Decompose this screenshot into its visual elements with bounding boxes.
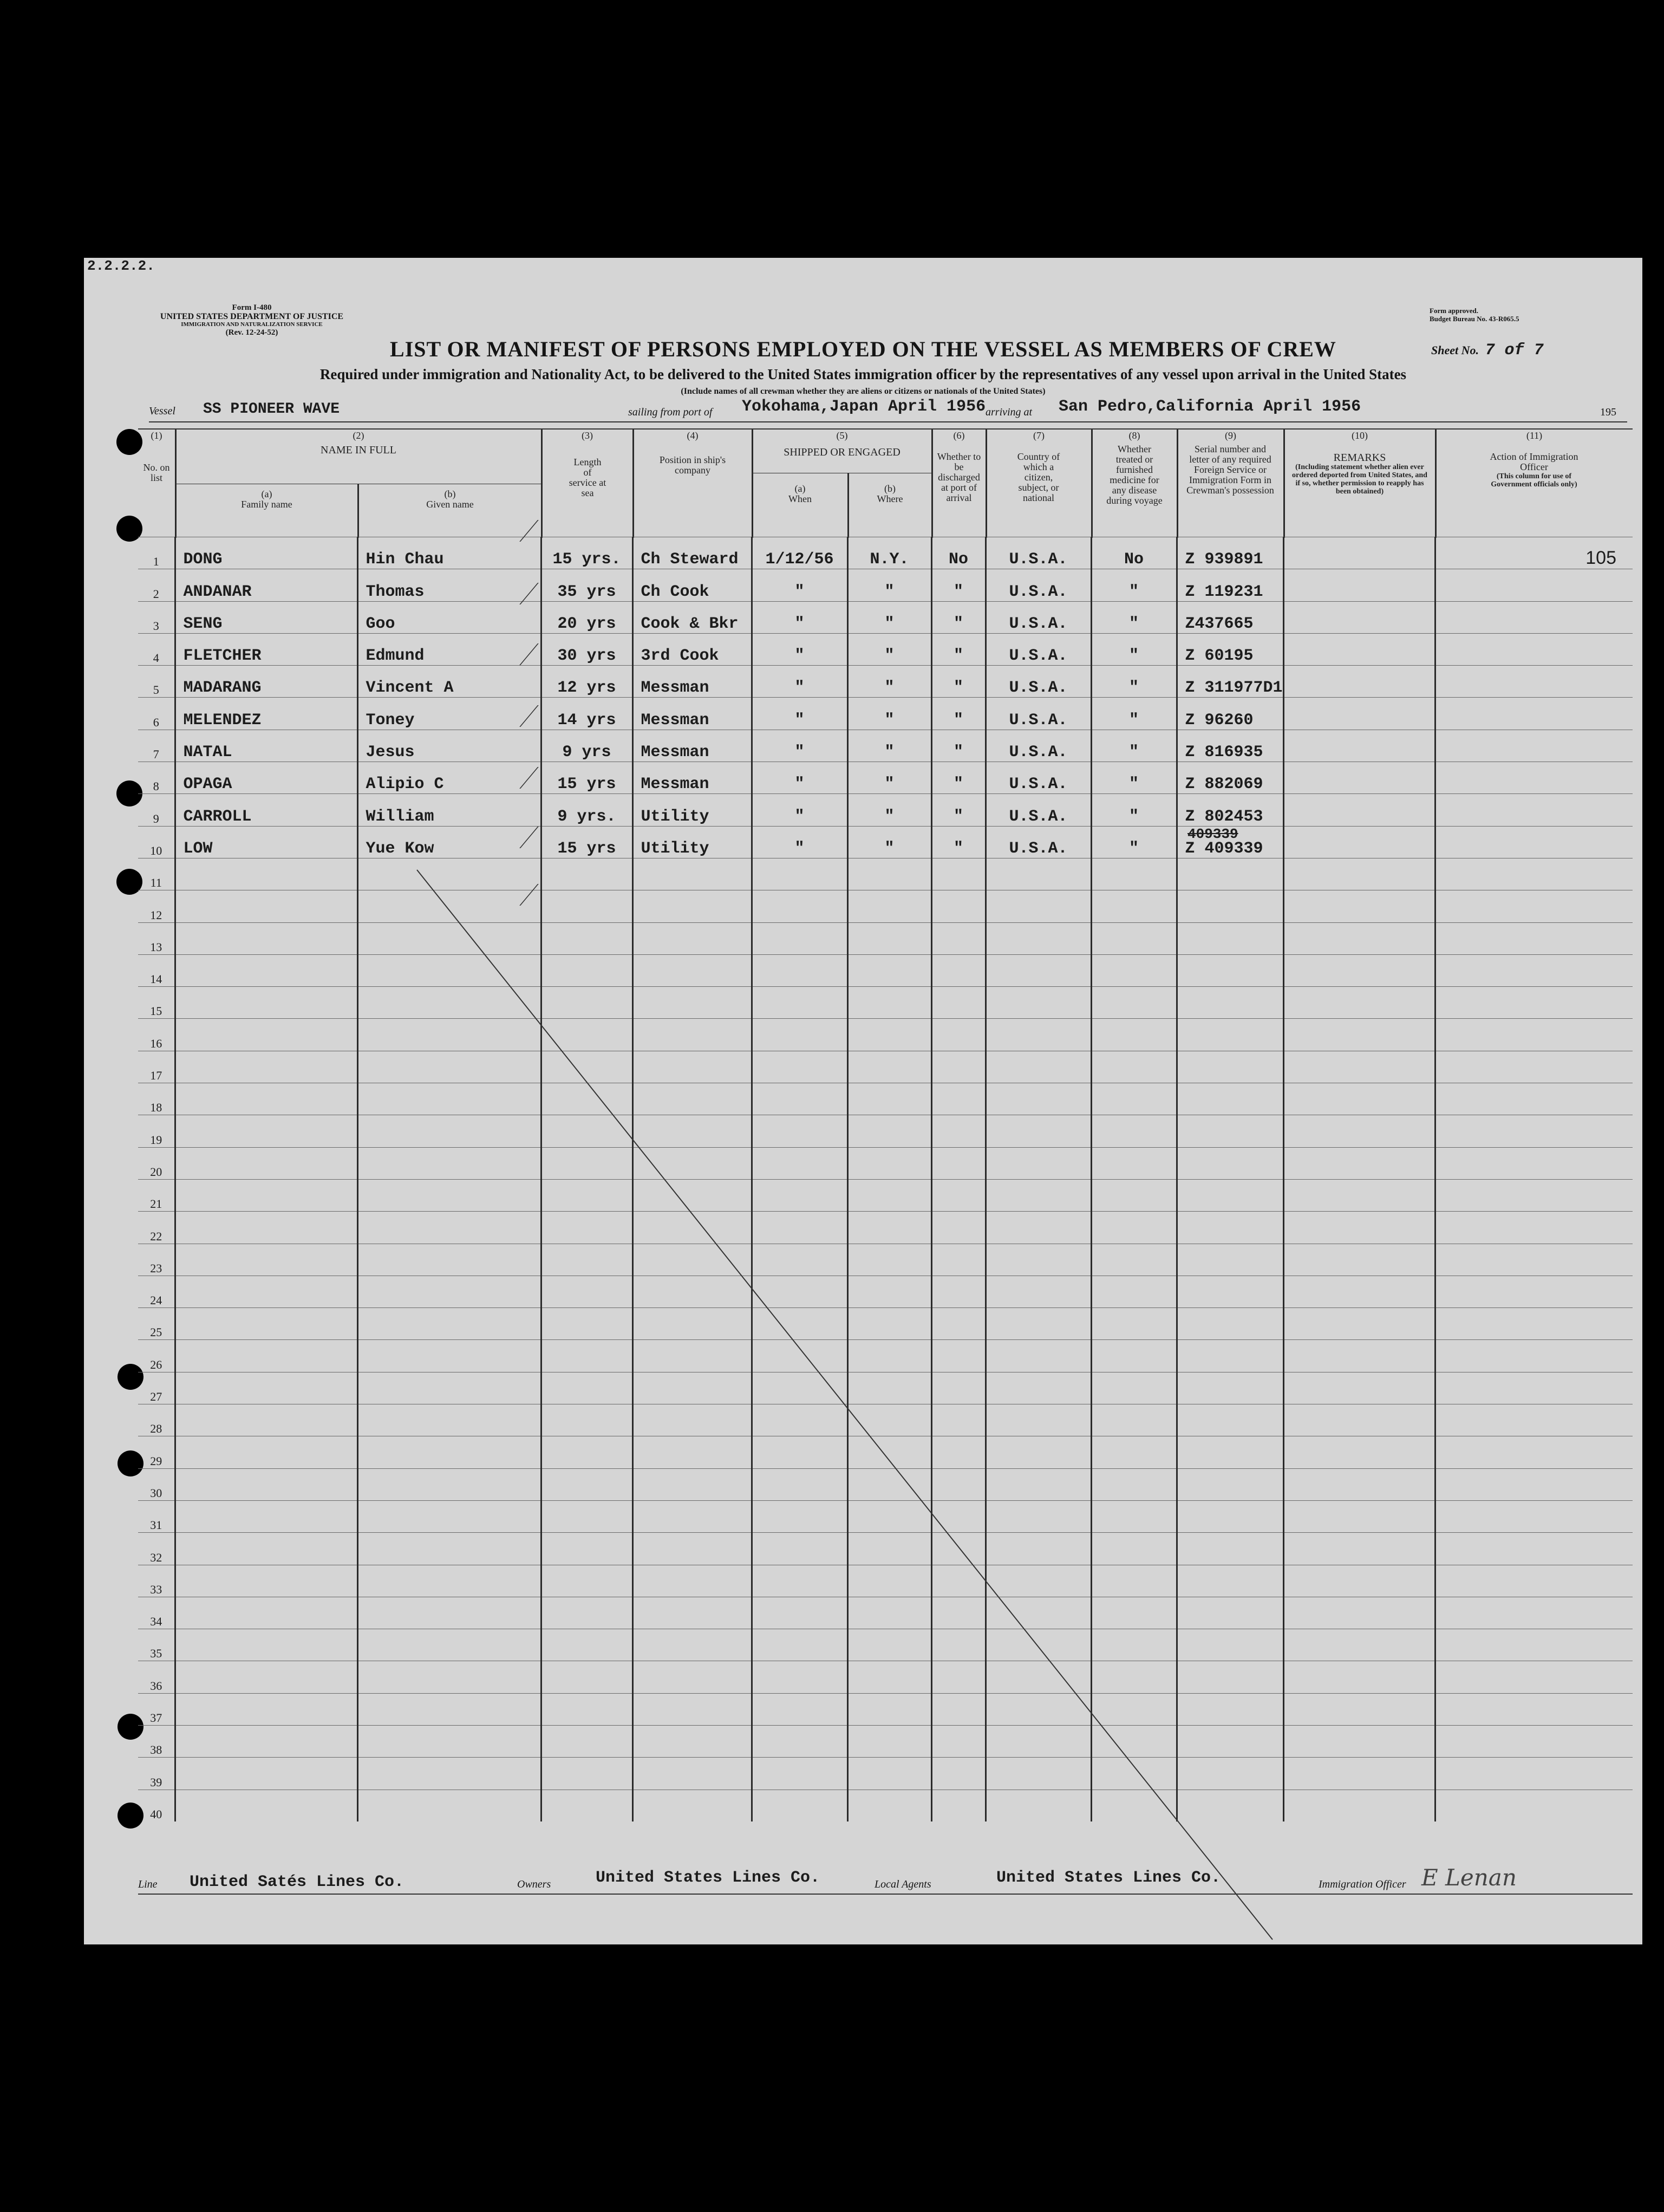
discharged: No [931, 537, 986, 569]
row-number: 38 [138, 1725, 175, 1757]
medicine: No [1091, 537, 1177, 569]
serial-number: Z 882069 [1177, 762, 1283, 794]
row-number: 8 [138, 762, 175, 794]
service-length: 35 yrs [541, 569, 632, 601]
col10-number: (10) [1352, 430, 1368, 441]
col2-number: (2) [353, 430, 364, 441]
col8-heading: Whether treated or furnished medicine for any disease during voyage [1106, 444, 1163, 506]
row-number: 28 [138, 1404, 175, 1436]
shipped-where: " [847, 601, 931, 633]
serial-number: Z 802453 [1177, 794, 1283, 826]
vessel-name: SS PIONEER WAVE [203, 401, 340, 418]
agents-company: United States Lines Co. [996, 1869, 1221, 1887]
row-number: 9 [138, 794, 175, 826]
owners-company: United States Lines Co. [596, 1869, 820, 1887]
country: U.S.A. [986, 698, 1091, 730]
family-name: NATAL [175, 730, 357, 762]
serial-number: Z 409339 [1177, 826, 1283, 858]
family-name: LOW [175, 826, 357, 858]
position: Messman [632, 730, 752, 762]
given-name: Yue Kow [357, 826, 541, 858]
shipped-when: " [752, 826, 847, 858]
officer-signature: E Lenan [1421, 1864, 1517, 1891]
given-name: Goo [357, 601, 541, 633]
country: U.S.A. [986, 826, 1091, 858]
col7-heading: Country of which a citizen, subject, or national [1017, 451, 1060, 503]
row-number: 10 [138, 826, 175, 858]
given-name: Edmund [357, 633, 541, 665]
row-number: 3 [138, 601, 175, 633]
row-number: 40 [138, 1790, 175, 1821]
country: U.S.A. [986, 666, 1091, 698]
family-name: ANDANAR [175, 569, 357, 601]
country: U.S.A. [986, 762, 1091, 794]
col11-heading: Action of Immigration Officer [1490, 451, 1578, 472]
col10-note: (Including statement whether alien ever ordered deported from United States, and if so, whether permission to reapply has been obtained) [1292, 463, 1427, 496]
discharged: " [931, 762, 986, 794]
col2-heading: NAME IN FULL [321, 444, 396, 456]
position: Utility [632, 826, 752, 858]
shipped-where: " [847, 730, 931, 762]
sheet-label: Sheet No. [1431, 343, 1479, 357]
row-number: 29 [138, 1436, 175, 1468]
medicine: " [1091, 666, 1177, 698]
col2a-heading: Family name [241, 499, 292, 510]
col11-note: (This column for use of Government officials only) [1491, 472, 1577, 489]
shipped-where: N.Y. [847, 537, 931, 569]
shipped-when: " [752, 730, 847, 762]
shipped-where: " [847, 826, 931, 858]
given-name: Jesus [357, 730, 541, 762]
row-number: 34 [138, 1597, 175, 1629]
serial-number: Z 311977D1 [1177, 666, 1283, 698]
row-number: 35 [138, 1629, 175, 1661]
shipped-when: " [752, 633, 847, 665]
shipped-when: " [752, 762, 847, 794]
shipped-when: " [752, 569, 847, 601]
row-number: 25 [138, 1308, 175, 1340]
family-name: CARROLL [175, 794, 357, 826]
revision-date: (Rev. 12-24-52) [225, 328, 278, 337]
col1-number: (1) [151, 430, 162, 441]
service-length: 9 yrs [541, 730, 632, 762]
row-number: 14 [138, 954, 175, 986]
shipped-where: " [847, 666, 931, 698]
col9-number: (9) [1225, 430, 1236, 441]
line-company: United Satés Lines Co. [190, 1873, 404, 1891]
row-number: 6 [138, 698, 175, 730]
row-number: 31 [138, 1500, 175, 1532]
row-number: 19 [138, 1115, 175, 1147]
medicine: " [1091, 730, 1177, 762]
form-title: LIST OR MANIFEST OF PERSONS EMPLOYED ON THE VESSEL AS MEMBERS OF CREW [390, 337, 1336, 361]
line-label: Line [138, 1878, 158, 1890]
family-name: FLETCHER [175, 633, 357, 665]
service-length: 12 yrs [541, 666, 632, 698]
struck-serial: 409339 [1187, 826, 1238, 842]
department-name: UNITED STATES DEPARTMENT OF JUSTICE [160, 312, 344, 321]
shipped-when: " [752, 794, 847, 826]
medicine: " [1091, 762, 1177, 794]
given-name: Toney [357, 698, 541, 730]
top-mark: 2.2.2.2. [87, 258, 155, 274]
row-number: 2 [138, 569, 175, 601]
service-name: IMMIGRATION AND NATURALIZATION SERVICE [181, 321, 323, 328]
service-length: 15 yrs. [541, 537, 632, 569]
given-name: William [357, 794, 541, 826]
col10-heading: REMARKS [1333, 452, 1386, 464]
row-number: 36 [138, 1661, 175, 1693]
medicine: " [1091, 698, 1177, 730]
col11-number: (11) [1526, 430, 1543, 441]
year-label: 195 [1600, 406, 1616, 418]
arriving-label: arriving at [986, 406, 1033, 418]
row-number: 5 [138, 666, 175, 698]
given-name: Alipio C [357, 762, 541, 794]
row-number: 13 [138, 922, 175, 954]
medicine: " [1091, 569, 1177, 601]
shipped-when: " [752, 666, 847, 698]
col3-heading: Length of service at sea [569, 457, 606, 498]
discharged: " [931, 698, 986, 730]
row-number: 1 [138, 537, 175, 569]
serial-number: Z437665 [1177, 601, 1283, 633]
col5-number: (5) [836, 430, 848, 441]
given-name: Thomas [357, 569, 541, 601]
medicine: " [1091, 826, 1177, 858]
row-number: 7 [138, 730, 175, 762]
col5a-heading: When [788, 493, 812, 504]
row-number: 33 [138, 1565, 175, 1597]
officer-action: 105 [1435, 537, 1633, 569]
col2b-heading: Given name [426, 499, 474, 510]
shipped-where: " [847, 633, 931, 665]
col9-heading: Serial number and letter of any required Foreign Service or Immigration Form in Crewman's possession [1186, 444, 1274, 496]
row-number: 30 [138, 1468, 175, 1500]
service-length: 15 yrs [541, 826, 632, 858]
medicine: " [1091, 633, 1177, 665]
row-number: 4 [138, 633, 175, 665]
col4-number: (4) [687, 430, 699, 441]
agents-label: Local Agents [875, 1878, 931, 1890]
footer-line [138, 1864, 1633, 1895]
serial-number: Z 939891 [1177, 537, 1283, 569]
serial-number: Z 60195 [1177, 633, 1283, 665]
family-name: MELENDEZ [175, 698, 357, 730]
discharged: " [931, 730, 986, 762]
arriving-port: San Pedro,California April 1956 [1059, 398, 1361, 416]
row-number: 39 [138, 1758, 175, 1790]
row-number: 11 [138, 858, 175, 890]
col5b-heading: Where [877, 493, 903, 504]
country: U.S.A. [986, 633, 1091, 665]
position: 3rd Cook [632, 633, 752, 665]
service-length: 14 yrs [541, 698, 632, 730]
cancel-line [84, 258, 1642, 1944]
position: Ch Steward [632, 537, 752, 569]
country: U.S.A. [986, 794, 1091, 826]
col5-heading: SHIPPED OR ENGAGED [784, 446, 900, 458]
family-name: SENG [175, 601, 357, 633]
position: Ch Cook [632, 569, 752, 601]
service-length: 9 yrs. [541, 794, 632, 826]
discharged: " [931, 633, 986, 665]
row-number: 26 [138, 1340, 175, 1372]
col6-number: (6) [953, 430, 965, 441]
shipped-where: " [847, 569, 931, 601]
form-approved: Form approved. [1430, 307, 1479, 315]
position: Messman [632, 666, 752, 698]
row-number: 12 [138, 890, 175, 922]
serial-number: Z 816935 [1177, 730, 1283, 762]
row-number: 20 [138, 1147, 175, 1179]
position: Utility [632, 794, 752, 826]
col7-number: (7) [1033, 430, 1045, 441]
row-number: 17 [138, 1051, 175, 1083]
form-note: (Include names of all crewman whether they are aliens or citizens or nationals of the United States) [681, 387, 1046, 396]
form-subtitle: Required under immigration and Nationality Act, to be delivered to the United States immigration officer by the representatives of any vessel upon arrival in the United States [319, 366, 1407, 382]
service-length: 15 yrs [541, 762, 632, 794]
shipped-when: " [752, 698, 847, 730]
manifest-sheet [84, 258, 1642, 1944]
row-number: 18 [138, 1083, 175, 1115]
family-name: OPAGA [175, 762, 357, 794]
shipped-when: " [752, 601, 847, 633]
row-number: 22 [138, 1212, 175, 1244]
owners-label: Owners [517, 1878, 551, 1890]
shipped-where: " [847, 698, 931, 730]
country: U.S.A. [986, 730, 1091, 762]
country: U.S.A. [986, 601, 1091, 633]
family-name: DONG [175, 537, 357, 569]
given-name: Hin Chau [357, 537, 541, 569]
vessel-label: Vessel [149, 405, 175, 417]
row-number: 27 [138, 1372, 175, 1404]
discharged: " [931, 826, 986, 858]
budget-bureau: Budget Bureau No. 43-R065.5 [1430, 315, 1519, 323]
row-number: 37 [138, 1693, 175, 1725]
shipped-where: " [847, 762, 931, 794]
row-number: 21 [138, 1179, 175, 1211]
sheet-value: 7 of 7 [1485, 341, 1544, 360]
form-number: Form I-480 [232, 303, 272, 312]
row-number: 15 [138, 987, 175, 1019]
sailing-label: sailing from port of [628, 406, 713, 418]
given-name: Vincent A [357, 666, 541, 698]
col3-number: (3) [582, 430, 593, 441]
discharged: " [931, 666, 986, 698]
serial-number: Z 119231 [1177, 569, 1283, 601]
col1-heading: No. on list [143, 462, 170, 483]
discharged: " [931, 601, 986, 633]
row-number: 32 [138, 1533, 175, 1565]
officer-label: Immigration Officer [1319, 1878, 1406, 1890]
row-number: 16 [138, 1019, 175, 1051]
row-number: 24 [138, 1276, 175, 1307]
col2b-letter: (b) [444, 489, 456, 499]
service-length: 30 yrs [541, 633, 632, 665]
medicine: " [1091, 601, 1177, 633]
serial-number: Z 96260 [1177, 698, 1283, 730]
position: Messman [632, 698, 752, 730]
col5a-letter: (a) [794, 483, 806, 494]
discharged: " [931, 569, 986, 601]
discharged: " [931, 794, 986, 826]
medicine: " [1091, 794, 1177, 826]
country: U.S.A. [986, 569, 1091, 601]
family-name: MADARANG [175, 666, 357, 698]
sailing-port: Yokohama,Japan April 1956 [742, 398, 986, 416]
position: Messman [632, 762, 752, 794]
country: U.S.A. [986, 537, 1091, 569]
shipped-where: " [847, 794, 931, 826]
col6-heading: Whether to be discharged at port of arrival [937, 451, 981, 503]
row-number: 23 [138, 1244, 175, 1276]
col2a-letter: (a) [261, 489, 272, 499]
shipped-when: 1/12/56 [752, 537, 847, 569]
service-length: 20 yrs [541, 601, 632, 633]
col4-heading: Position in ship's company [659, 454, 726, 476]
position: Cook & Bkr [632, 601, 752, 633]
col8-number: (8) [1128, 430, 1140, 441]
col5b-letter: (b) [884, 483, 896, 494]
